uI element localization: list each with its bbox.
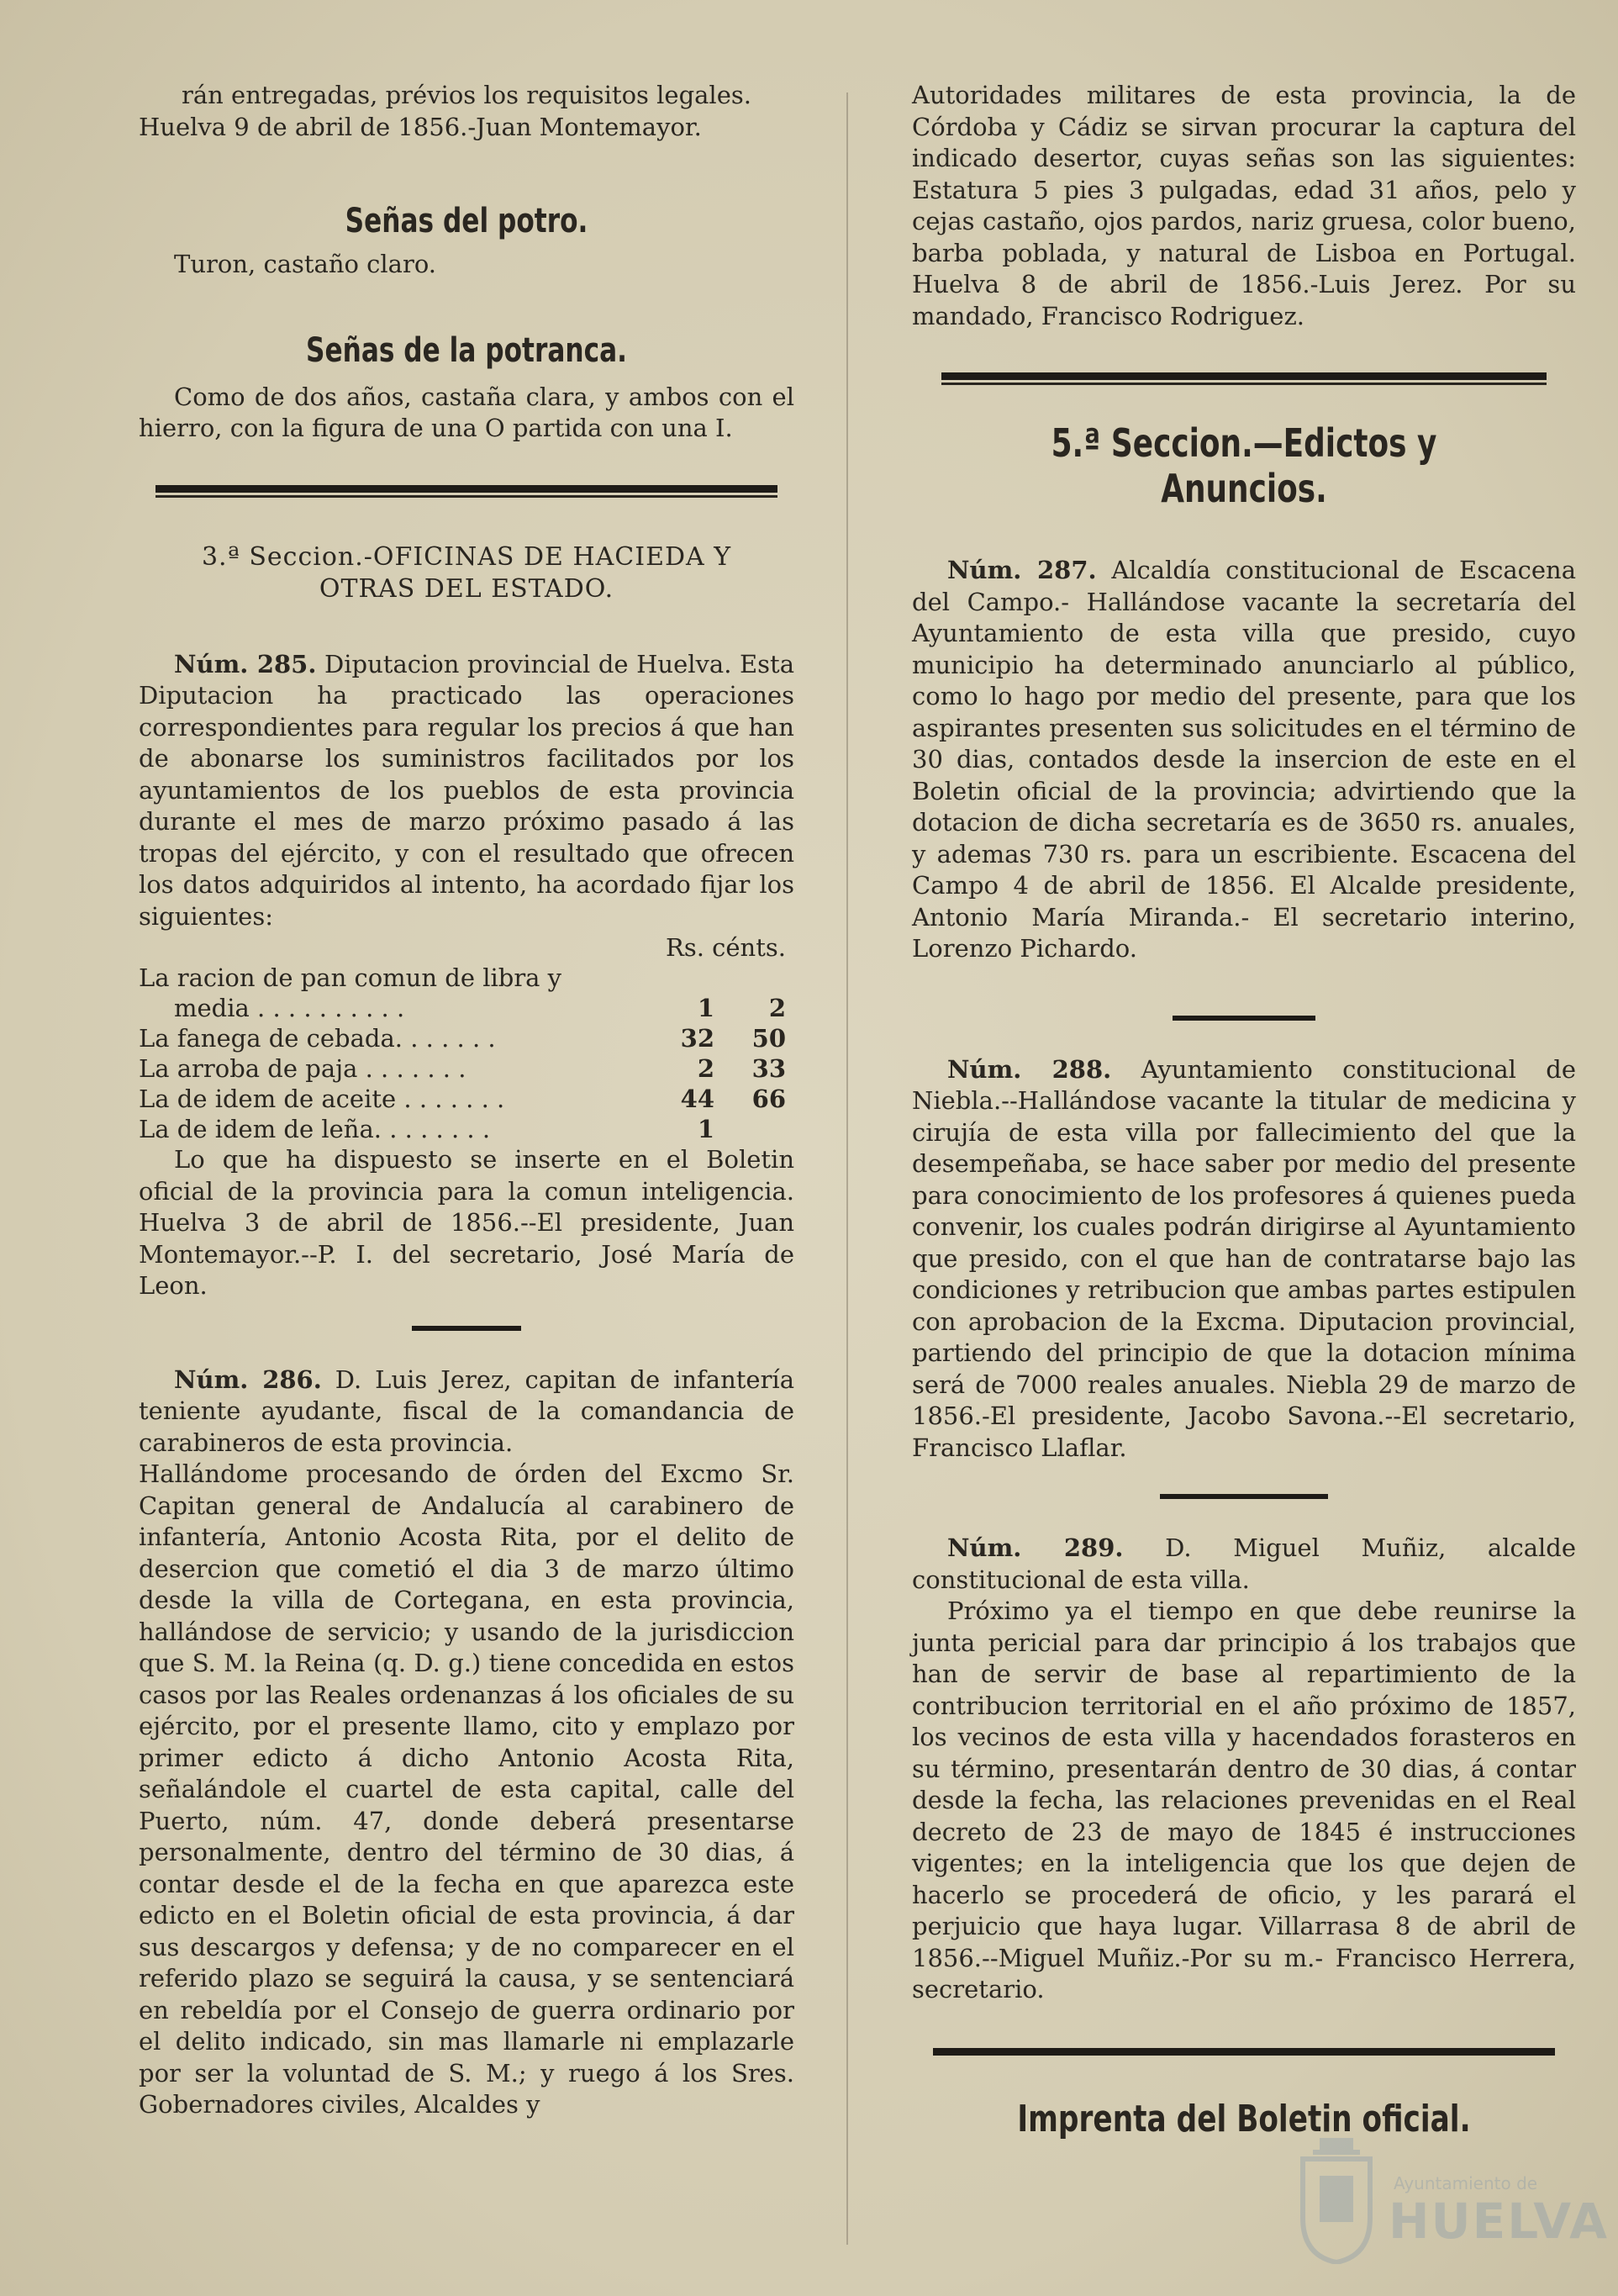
n285-paragraph <box>139 649 794 933</box>
n289-intro: D. Miguel Muñiz, alcalde constitucional de esta villa. <box>912 1533 1577 1594</box>
prices-table <box>139 963 794 1144</box>
n286-number: Núm. 286. <box>174 1364 322 1394</box>
n287-text: Alcaldía constitucional de Escacena del Campo.- Hallándose vacante la secretaría del Ayuntamiento de esta villa que presido, cuyo municipio ha determinado anunciarlo al público, como lo hago por medio del presente, para que los aspirantes presenten sus solicitudes en el término de 30 dias, contados desde la insercion de este en el Boletin oficial de la provincia; advirtiendo que la dotacion de dicha secretaría es de 3650 rs. anuales, y ademas 730 rs. para un escribiente. Escacena del Campo 4 de abril de 1856. El Alcalde presidente, Antonio María Miranda.- El secretario interino, Lorenzo Pichardo. <box>912 556 1577 963</box>
price-dots: . . . . . . . <box>403 1085 505 1113</box>
section5-heading: 5.ª Seccion.—Edictos y Anuncios. <box>1051 420 1437 511</box>
top-line-1: rán entregadas, prévios los requisitos legales. <box>182 81 751 109</box>
price-rs: 2 <box>697 1054 714 1083</box>
n288-text: Ayuntamiento constitucional de Niebla.--Hallándose vacante la titular de medicina y cirujía de esta villa por fallecimiento del que la desempeñaba, se hace saber por medio del presente para conocimiento de los profesores á quienes pueda convenir, los cuales podrán dirigirse al Ayuntamiento que presido, con el que han de contratarse bajo las condiciones y retribucion que ambas partes estipulen con aprobacion de la Excma. Diputacion provincial, partiendo del principio de que la dotacion mínima será de 7000 reales anuales. Niebla 29 de marzo de 1856.-El presidente, Jacobo Savona.--El secretario, Francisco Llaflar. <box>912 1054 1576 1462</box>
price-cts <box>714 1114 794 1144</box>
price-label: La de idem de aceite <box>139 1085 397 1113</box>
top-line-2: Huelva 9 de abril de 1856.-Juan Montemayor. <box>139 112 702 141</box>
footer-rule <box>933 2048 1555 2056</box>
price-cts: 66 <box>751 1085 786 1113</box>
price-dots: . . . . . . . <box>365 1054 466 1083</box>
price-label: La arroba de paja <box>139 1054 358 1083</box>
column-divider <box>846 92 848 2245</box>
potro-title: Señas del potro. <box>345 202 588 240</box>
price-rs: 32 <box>680 1024 714 1053</box>
n286-intro: D. Luis Jerez, capitan de infantería teniente ayudante, fiscal de la comandancia de carabineros de esta provincia. <box>139 1364 794 1457</box>
price-row <box>139 1114 794 1144</box>
section-rule <box>941 372 1547 380</box>
n286-continued: Autoridades militares de esta provincia, la de Córdoba y Cádiz se sirvan procurar la captura del indicado desertor, cuyas señas son las siguientes: Estatura 5 pies 3 pulgadas, edad 31 años, pelo y cejas castaño, ojos pardos, nariz gruesa, color bueno, barba poblada, y natural de Lisboa en Portugal. Huelva 8 de abril de 1856.-Luis Jerez. Por su mandado, Francisco Rodriguez. <box>912 81 1576 330</box>
watermark-big-text: HUELVA <box>1389 2193 1610 2250</box>
price-dots: . . . . . . <box>410 1024 496 1053</box>
n286-intro-paragraph <box>139 1364 794 1459</box>
price-label: La racion de pan comun de libra y <box>139 963 562 992</box>
price-rs: 1 <box>697 1115 714 1143</box>
n285-text: Diputacion provincial de Huelva. Esta Diputacion ha practicado las operaciones correspondientes para regular los precios á que han de abonarse los suministros facilitados por los ayuntamientos de los pueblos de esta provincia durante el mes de marzo próximo pasado á las tropas del ejército, y con el resultado que ofrecen los datos adquiridos al intento, ha acordado fijar los siguientes: <box>139 649 794 931</box>
price-row <box>139 963 794 993</box>
huelva-watermark <box>1294 2130 1610 2272</box>
coat-of-arms-icon <box>1294 2138 1378 2264</box>
price-label-cont: media <box>174 994 250 1022</box>
left-column <box>139 80 794 2121</box>
section3-heading-line1: 3.ª Seccion.-OFICINAS DE HACIEDA Y <box>201 541 732 572</box>
n288-paragraph <box>912 1054 1576 1465</box>
n285-closing: Lo que ha dispuesto se inserte en el Boletin oficial de la provincia para la comun inteligencia. Huelva 3 de abril de 1856.--El presidente, Juan Montemayor.--P. I. del secretario, José María de Leon. <box>139 1145 794 1300</box>
price-row <box>139 1023 794 1053</box>
section3-heading-line2: OTRAS DEL ESTADO. <box>319 573 614 604</box>
n288-number: Núm. 288. <box>947 1054 1112 1084</box>
potro-text: Turon, castaño claro. <box>174 250 437 278</box>
watermark-small-text: Ayuntamiento de <box>1394 2173 1538 2193</box>
price-row <box>139 1084 794 1114</box>
n285-number: Núm. 285. <box>174 649 317 678</box>
prices-header: Rs. cénts. <box>666 933 786 962</box>
n289-intro-paragraph <box>912 1533 1576 1596</box>
price-row <box>139 1053 794 1084</box>
price-label: La fanega de cebada. <box>139 1024 403 1053</box>
potranca-text: Como de dos años, castaña clara, y ambos con el hierro, con la figura de una O partida con una I. <box>139 382 794 442</box>
n287-number: Núm. 287. <box>947 556 1097 584</box>
price-dots: . . . . . . . . . . <box>257 994 405 1022</box>
n286-text: Hallándome procesando de órden del Excmo Sr. Capitan general de Andalucía al carabinero de infantería, Antonio Acosta Rita, por el delito de desercion que cometió el dia 3 de marzo último desde la villa de Cortegana, en esta provincia, hallándose de servicio; y usando de la jurisdiccion que S. M. la Reina (q. D. g.) tiene concedida en estos casos por las Reales ordenanzas á los oficiales de su ejército, por el presente llamo, cito y emplazo por primer edicto á dicho Antonio Acosta Rita, señalándole el cuartel de esta capital, calle del Puerto, núm. 47, donde deberá presentarse personalmente, dentro del término de 30 dias, á contar desde el de la fecha en que aparezca este edicto en el Boletin oficial de esta provincia, á dar sus descargos y defensa; y de no comparecer en el referido plazo se seguirá la causa, y se sentenciará en rebeldía por el Consejo de guerra ordinario por el delito indicado, sin mas llamarle ni emplazarle por ser la voluntad de S. M.; y ruego á los Sres. Gobernadores civiles, Alcaldes y <box>139 1459 794 2119</box>
n287-paragraph <box>912 555 1576 965</box>
price-rs: 1 <box>697 994 714 1022</box>
price-cts: 2 <box>768 994 786 1022</box>
price-row <box>139 993 794 1023</box>
right-column <box>912 80 1576 2140</box>
price-rs: 44 <box>680 1085 714 1113</box>
price-dots: . . . . . . . <box>389 1115 491 1143</box>
n289-number: Núm. 289. <box>947 1533 1124 1562</box>
price-label: La de idem de leña. <box>139 1115 382 1143</box>
price-cts: 33 <box>751 1054 786 1083</box>
n289-text: Próximo ya el tiempo en que debe reunirse la junta pericial para dar principio á los trabajos que han de servir de base al repartimiento de la contribucion territorial en el año próximo de 1857, los vecinos de esta villa y hacendados forasteros en su término, presentarán dentro de 30 dias, á contar desde la fecha, las relaciones prevenidas en el Real decreto de 23 de mayo de 1845 é instrucciones vigentes; en la inteligencia que los que dejen de hacerlo se procederá de oficio, y les parará el perjuicio que haya lugar. Villarrasa 8 de abril de 1856.--Miguel Muñiz.-Por su m.- Francisco Herrera, secretario. <box>912 1597 1576 2003</box>
imprenta-footer: Imprenta del Boletin oficial. <box>1017 2097 1471 2140</box>
section-rule <box>155 485 777 493</box>
potranca-title: Señas de la potranca. <box>305 330 628 370</box>
price-cts: 50 <box>751 1024 786 1053</box>
